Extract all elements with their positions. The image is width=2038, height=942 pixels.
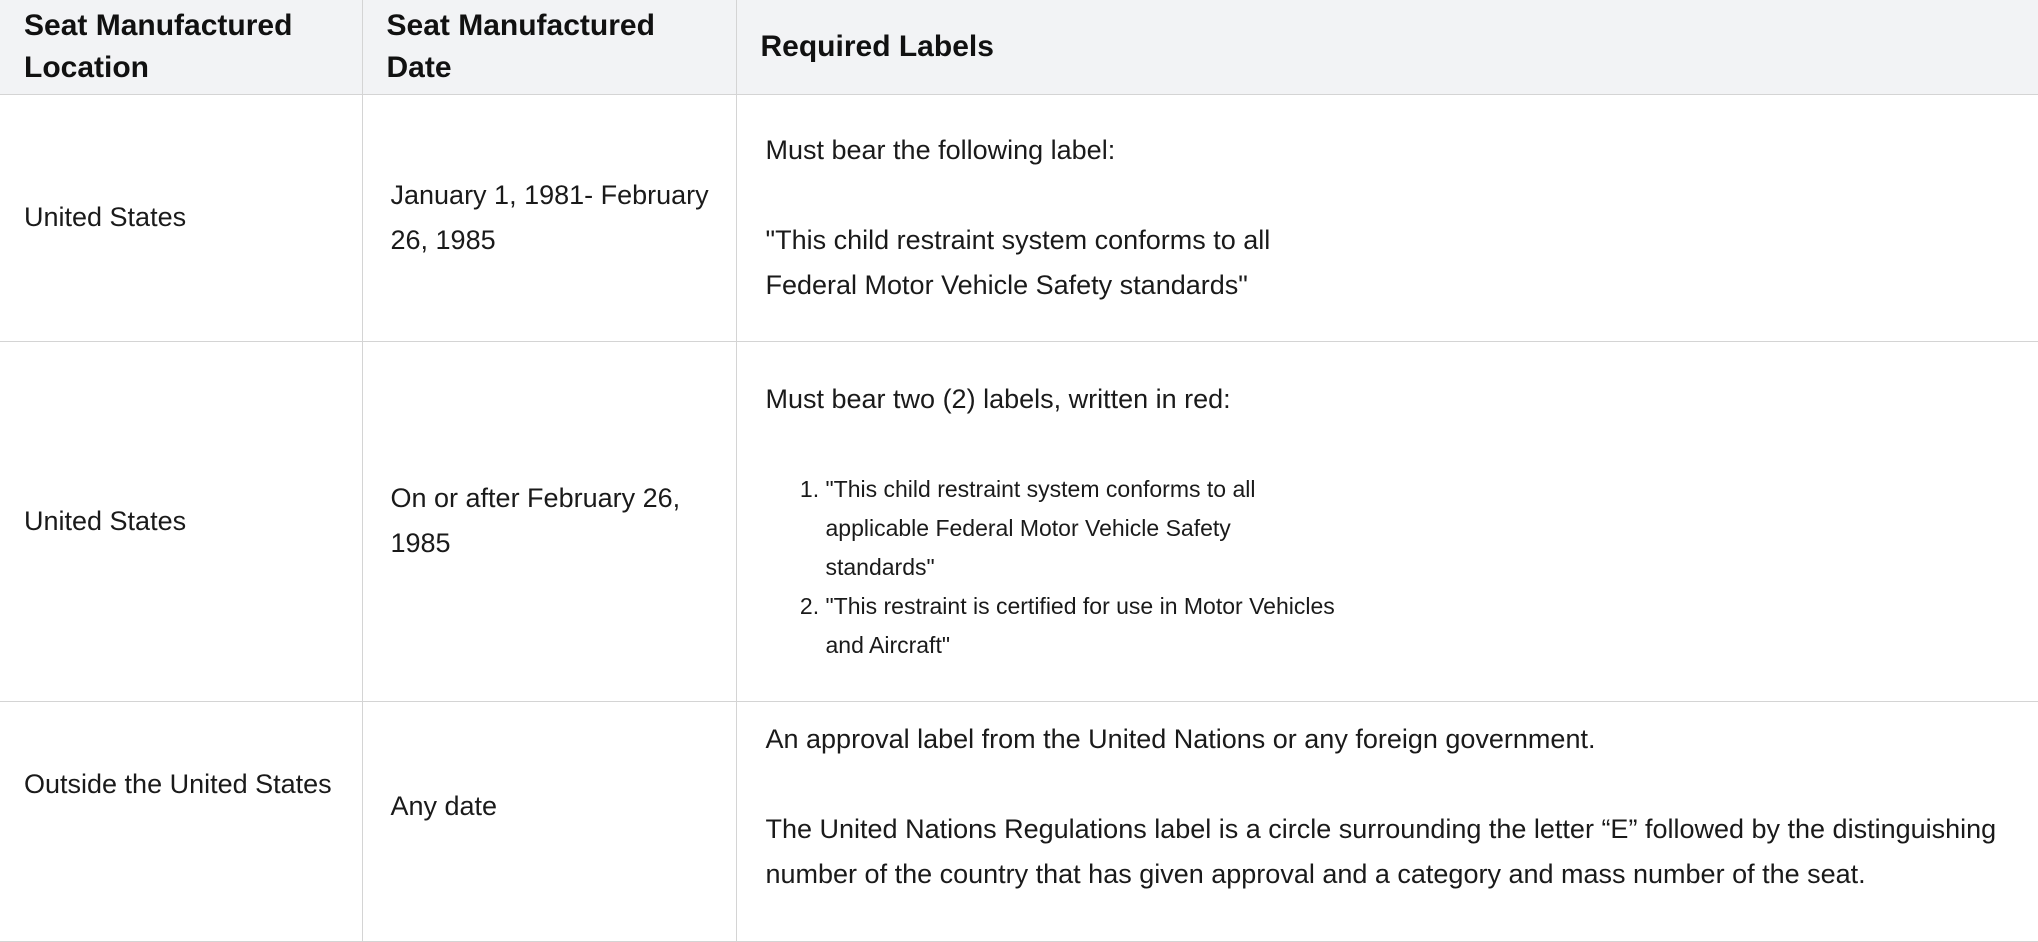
- header-required-labels: Required Labels: [736, 0, 2038, 94]
- cell-location: United States: [0, 94, 362, 341]
- labels-lead-text: Must bear the following label:: [765, 134, 1116, 165]
- table-row: [0, 94, 2038, 341]
- labels-list: [766, 470, 1346, 665]
- list-item: 1. "This child restraint system conforms to all applicable Federal Motor Vehicle Safety standards": [826, 470, 1346, 587]
- labels-quote-text: "This child restraint system conforms to all Federal Motor Vehicle Safety standards": [765, 224, 1271, 300]
- table-header: [0, 0, 2038, 94]
- cell-date: January 1, 1981- February 26, 1985: [362, 94, 736, 341]
- table-body: [0, 94, 2038, 941]
- list-item: 2. "This restraint is certified for use in Motor Vehicles and Aircraft": [826, 587, 1346, 665]
- header-row: [0, 0, 2038, 94]
- cell-required-labels: [736, 701, 2038, 941]
- table-row: [0, 701, 2038, 941]
- labels-detail-text: The United Nations Regulations label is a circle surrounding the letter “E” followed by the distinguishing number of the country that has given approval and a category and mass number of the seat.: [765, 813, 1997, 889]
- cell-required-labels: [736, 341, 2038, 701]
- labels-lead-text: Must bear two (2) labels, written in red:: [765, 384, 1231, 414]
- labels-lead-text: An approval label from the United Nations or any foreign government.: [765, 723, 1596, 754]
- cell-required-labels: [736, 94, 2038, 341]
- table-row: [0, 341, 2038, 701]
- cell-location: United States: [0, 341, 362, 701]
- cell-date: Any date: [362, 701, 736, 941]
- header-date: Seat Manufactured Date: [362, 0, 736, 94]
- cell-location: Outside the United States: [0, 701, 362, 941]
- cell-date: On or after February 26, 1985: [362, 341, 736, 701]
- header-location: Seat Manufactured Location: [0, 0, 362, 94]
